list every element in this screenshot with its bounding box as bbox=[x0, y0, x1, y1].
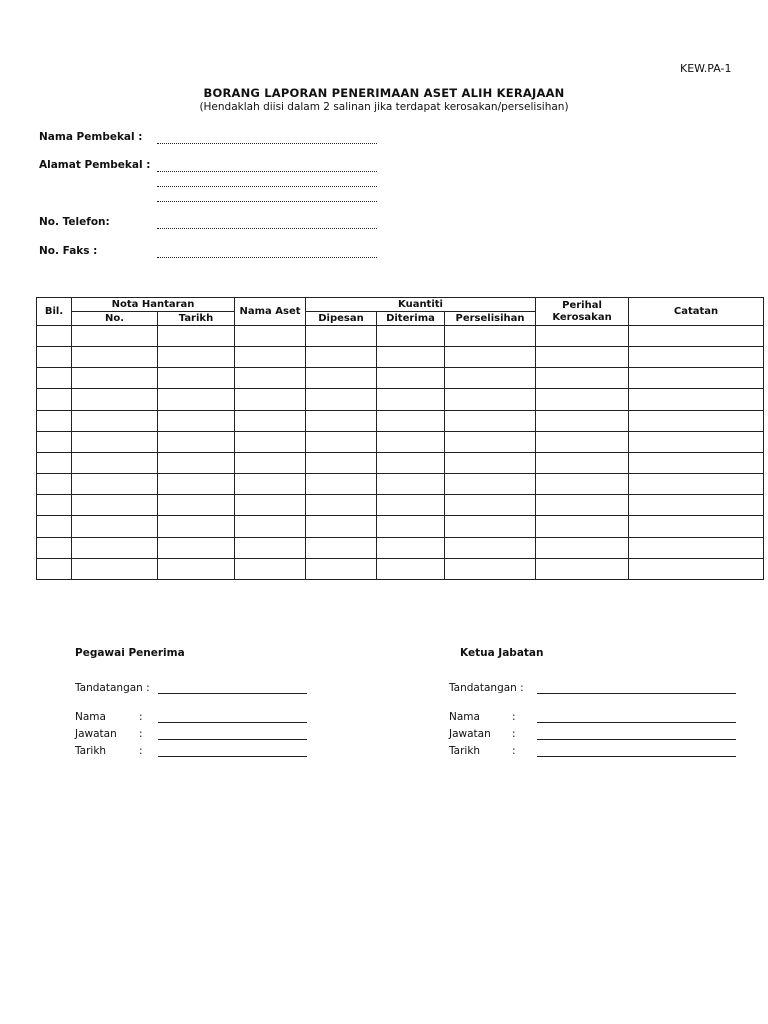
cell-diterima[interactable] bbox=[377, 410, 445, 431]
cell-diterima[interactable] bbox=[377, 495, 445, 516]
cell-perihal-kerosakan[interactable] bbox=[536, 347, 629, 368]
col-dipesan-header: Dipesan bbox=[306, 312, 377, 326]
cell-catatan[interactable] bbox=[629, 474, 764, 495]
cell-dipesan[interactable] bbox=[306, 368, 377, 389]
cell-no[interactable] bbox=[72, 389, 158, 410]
right-date-label: Tarikh bbox=[449, 745, 481, 757]
table-row bbox=[37, 410, 764, 431]
cell-dipesan[interactable] bbox=[306, 452, 377, 473]
cell-dipesan[interactable] bbox=[306, 389, 377, 410]
cell-bil[interactable] bbox=[37, 452, 72, 473]
table-row bbox=[37, 326, 764, 347]
cell-perselisihan[interactable] bbox=[445, 368, 536, 389]
right-position-colon: : bbox=[512, 728, 516, 740]
cell-catatan[interactable] bbox=[629, 389, 764, 410]
table-row bbox=[37, 347, 764, 368]
col-tarikh-header: Tarikh bbox=[158, 312, 235, 326]
cell-bil[interactable] bbox=[37, 326, 72, 347]
cell-perselisihan[interactable] bbox=[445, 389, 536, 410]
cell-dipesan[interactable] bbox=[306, 326, 377, 347]
cell-perihal-kerosakan[interactable] bbox=[536, 558, 629, 579]
cell-no[interactable] bbox=[72, 347, 158, 368]
supplier-name-field[interactable] bbox=[157, 143, 377, 144]
cell-perihal-kerosakan[interactable] bbox=[536, 495, 629, 516]
cell-nama-aset[interactable] bbox=[235, 431, 306, 452]
supplier-address-field-1[interactable] bbox=[157, 171, 377, 172]
cell-diterima[interactable] bbox=[377, 368, 445, 389]
form-code: KEW.PA-1 bbox=[680, 62, 732, 75]
cell-perselisihan[interactable] bbox=[445, 347, 536, 368]
cell-perselisihan[interactable] bbox=[445, 558, 536, 579]
col-kuantiti-header: Kuantiti bbox=[306, 298, 536, 312]
cell-catatan[interactable] bbox=[629, 537, 764, 558]
cell-catatan[interactable] bbox=[629, 347, 764, 368]
col-perselisihan-header: Perselisihan bbox=[445, 312, 536, 326]
right-position-field[interactable] bbox=[537, 739, 736, 740]
table-row bbox=[37, 431, 764, 452]
right-signature-field[interactable] bbox=[537, 693, 736, 694]
cell-perselisihan[interactable] bbox=[445, 410, 536, 431]
col-nota-hantaran-header: Nota Hantaran bbox=[72, 298, 235, 312]
left-date-label: Tarikh bbox=[75, 745, 107, 757]
cell-perihal-kerosakan[interactable] bbox=[536, 516, 629, 537]
cell-perselisihan[interactable] bbox=[445, 516, 536, 537]
cell-catatan[interactable] bbox=[629, 431, 764, 452]
table-row bbox=[37, 452, 764, 473]
cell-dipesan[interactable] bbox=[306, 558, 377, 579]
form-subtitle: (Hendaklah diisi dalam 2 salinan jika terdapat kerosakan/perselisihan) bbox=[199, 101, 569, 113]
cell-diterima[interactable] bbox=[377, 326, 445, 347]
cell-perselisihan[interactable] bbox=[445, 474, 536, 495]
head-of-department-heading: Ketua Jabatan bbox=[460, 647, 544, 659]
cell-diterima[interactable] bbox=[377, 389, 445, 410]
cell-dipesan[interactable] bbox=[306, 537, 377, 558]
cell-nama-aset[interactable] bbox=[235, 410, 306, 431]
left-position-colon: : bbox=[139, 728, 143, 740]
cell-diterima[interactable] bbox=[377, 347, 445, 368]
cell-perselisihan[interactable] bbox=[445, 495, 536, 516]
cell-diterima[interactable] bbox=[377, 452, 445, 473]
cell-tarikh[interactable] bbox=[158, 389, 235, 410]
cell-catatan[interactable] bbox=[629, 452, 764, 473]
cell-no[interactable] bbox=[72, 537, 158, 558]
right-name-field[interactable] bbox=[537, 722, 736, 723]
right-position-label: Jawatan bbox=[449, 728, 491, 740]
cell-nama-aset[interactable] bbox=[235, 452, 306, 473]
cell-nama-aset[interactable] bbox=[235, 389, 306, 410]
cell-tarikh[interactable] bbox=[158, 537, 235, 558]
col-perihal-kerosakan-header bbox=[536, 298, 629, 326]
cell-bil[interactable] bbox=[37, 431, 72, 452]
cell-tarikh[interactable] bbox=[158, 410, 235, 431]
right-signature-label: Tandatangan : bbox=[449, 682, 524, 694]
cell-diterima[interactable] bbox=[377, 558, 445, 579]
cell-bil[interactable] bbox=[37, 347, 72, 368]
cell-nama-aset[interactable] bbox=[235, 495, 306, 516]
cell-bil[interactable] bbox=[37, 410, 72, 431]
table-row bbox=[37, 558, 764, 579]
left-date-field[interactable] bbox=[158, 756, 307, 757]
left-name-colon: : bbox=[139, 711, 143, 723]
cell-nama-aset[interactable] bbox=[235, 368, 306, 389]
cell-catatan[interactable] bbox=[629, 326, 764, 347]
cell-no[interactable] bbox=[72, 474, 158, 495]
cell-perihal-kerosakan[interactable] bbox=[536, 368, 629, 389]
left-position-field[interactable] bbox=[158, 739, 307, 740]
cell-perihal-kerosakan[interactable] bbox=[536, 431, 629, 452]
cell-tarikh[interactable] bbox=[158, 558, 235, 579]
cell-tarikh[interactable] bbox=[158, 474, 235, 495]
cell-perselisihan[interactable] bbox=[445, 537, 536, 558]
table-row bbox=[37, 516, 764, 537]
cell-nama-aset[interactable] bbox=[235, 347, 306, 368]
receiving-officer-heading: Pegawai Penerima bbox=[75, 647, 185, 659]
cell-no[interactable] bbox=[72, 368, 158, 389]
cell-perselisihan[interactable] bbox=[445, 326, 536, 347]
cell-nama-aset[interactable] bbox=[235, 537, 306, 558]
left-signature-label: Tandatangan : bbox=[75, 682, 150, 694]
cell-no[interactable] bbox=[72, 410, 158, 431]
cell-bil[interactable] bbox=[37, 474, 72, 495]
cell-perihal-kerosakan[interactable] bbox=[536, 452, 629, 473]
cell-catatan[interactable] bbox=[629, 516, 764, 537]
table-row bbox=[37, 474, 764, 495]
left-signature-field[interactable] bbox=[158, 693, 307, 694]
cell-bil[interactable] bbox=[37, 537, 72, 558]
table-row bbox=[37, 537, 764, 558]
cell-dipesan[interactable] bbox=[306, 495, 377, 516]
cell-tarikh[interactable] bbox=[158, 431, 235, 452]
cell-perselisihan[interactable] bbox=[445, 431, 536, 452]
phone-field[interactable] bbox=[157, 228, 377, 229]
cell-tarikh[interactable] bbox=[158, 495, 235, 516]
cell-diterima[interactable] bbox=[377, 431, 445, 452]
kerosakan-label: Kerosakan bbox=[552, 311, 612, 323]
cell-perihal-kerosakan[interactable] bbox=[536, 410, 629, 431]
cell-catatan[interactable] bbox=[629, 410, 764, 431]
col-bil-header: Bil. bbox=[37, 298, 72, 326]
cell-no[interactable] bbox=[72, 431, 158, 452]
col-no-header: No. bbox=[72, 312, 158, 326]
table-row bbox=[37, 389, 764, 410]
cell-no[interactable] bbox=[72, 516, 158, 537]
cell-dipesan[interactable] bbox=[306, 347, 377, 368]
cell-tarikh[interactable] bbox=[158, 452, 235, 473]
right-date-colon: : bbox=[512, 745, 516, 757]
cell-dipesan[interactable] bbox=[306, 516, 377, 537]
cell-catatan[interactable] bbox=[629, 558, 764, 579]
right-name-colon: : bbox=[512, 711, 516, 723]
cell-tarikh[interactable] bbox=[158, 516, 235, 537]
perihal-label: Perihal bbox=[562, 300, 602, 311]
cell-perihal-kerosakan[interactable] bbox=[536, 326, 629, 347]
table-row bbox=[37, 368, 764, 389]
cell-bil[interactable] bbox=[37, 516, 72, 537]
table-row bbox=[37, 495, 764, 516]
cell-no[interactable] bbox=[72, 452, 158, 473]
cell-bil[interactable] bbox=[37, 495, 72, 516]
cell-no[interactable] bbox=[72, 326, 158, 347]
cell-dipesan[interactable] bbox=[306, 431, 377, 452]
phone-label: No. Telefon: bbox=[39, 216, 110, 228]
left-name-field[interactable] bbox=[158, 722, 307, 723]
left-name-label: Nama bbox=[75, 711, 106, 723]
cell-diterima[interactable] bbox=[377, 516, 445, 537]
cell-catatan[interactable] bbox=[629, 368, 764, 389]
supplier-address-field-2[interactable] bbox=[157, 186, 377, 187]
left-date-colon: : bbox=[139, 745, 143, 757]
cell-bil[interactable] bbox=[37, 558, 72, 579]
cell-dipesan[interactable] bbox=[306, 410, 377, 431]
col-diterima-header: Diterima bbox=[377, 312, 445, 326]
form-title: BORANG LAPORAN PENERIMAAN ASET ALIH KERAJAAN bbox=[203, 86, 565, 100]
table-body bbox=[37, 326, 764, 580]
supplier-address-field-3[interactable] bbox=[157, 201, 377, 202]
cell-catatan[interactable] bbox=[629, 495, 764, 516]
fax-label: No. Faks : bbox=[39, 245, 98, 257]
cell-no[interactable] bbox=[72, 558, 158, 579]
cell-bil[interactable] bbox=[37, 368, 72, 389]
asset-receipt-table bbox=[36, 297, 764, 580]
col-nama-aset-header: Nama Aset bbox=[235, 298, 306, 326]
cell-perselisihan[interactable] bbox=[445, 452, 536, 473]
cell-perihal-kerosakan[interactable] bbox=[536, 537, 629, 558]
cell-tarikh[interactable] bbox=[158, 347, 235, 368]
cell-tarikh[interactable] bbox=[158, 368, 235, 389]
fax-field[interactable] bbox=[157, 257, 377, 258]
cell-perihal-kerosakan[interactable] bbox=[536, 474, 629, 495]
cell-perihal-kerosakan[interactable] bbox=[536, 389, 629, 410]
supplier-address-label: Alamat Pembekal : bbox=[39, 159, 151, 171]
cell-nama-aset[interactable] bbox=[235, 326, 306, 347]
right-date-field[interactable] bbox=[537, 756, 736, 757]
cell-nama-aset[interactable] bbox=[235, 516, 306, 537]
cell-no[interactable] bbox=[72, 495, 158, 516]
cell-dipesan[interactable] bbox=[306, 474, 377, 495]
cell-diterima[interactable] bbox=[377, 537, 445, 558]
col-catatan-header: Catatan bbox=[629, 298, 764, 326]
cell-diterima[interactable] bbox=[377, 474, 445, 495]
supplier-name-label: Nama Pembekal : bbox=[39, 131, 143, 143]
right-name-label: Nama bbox=[449, 711, 480, 723]
cell-tarikh[interactable] bbox=[158, 326, 235, 347]
cell-nama-aset[interactable] bbox=[235, 558, 306, 579]
cell-bil[interactable] bbox=[37, 389, 72, 410]
left-position-label: Jawatan bbox=[75, 728, 117, 740]
cell-nama-aset[interactable] bbox=[235, 474, 306, 495]
